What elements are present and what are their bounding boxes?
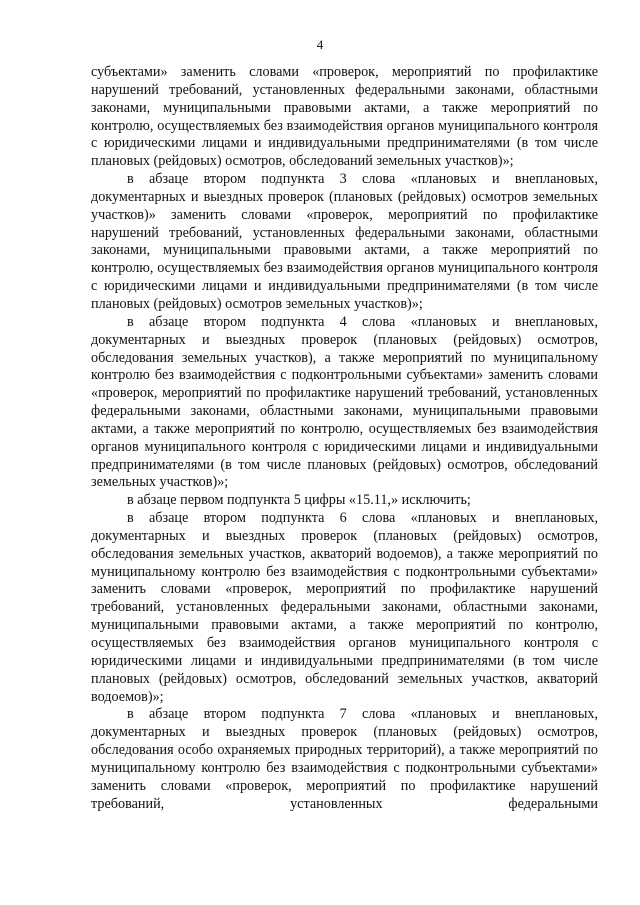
document-body [91, 64, 598, 813]
page-number: 4 [316, 37, 324, 52]
paragraph-subpoint-4: в абзаце втором подпункта 4 слова «плановых и внеплановых, документарных и выездных проверок (плановых (рейдовых) осмотров, обследования земельных участков), а также мероприятий по муниципальному контролю без взаимодействия с подконтрольными субъектами» заменить словами «проверок, мероприятий по профилактике нарушений требований, установленных федеральными законами, областными законами, муниципальными правовыми актами, а также мероприятий по контролю, осуществляемых без взаимодействия органов муниципального контроля с юридическими лицами и индивидуальными предпринимателями (в том числе плановых (рейдовых) осмотров, обследований земельных участков)»; [91, 313, 598, 491]
paragraph-continuation: субъектами» заменить словами «проверок, мероприятий по профилактике нарушений требований, установленных федеральными законами, областными законами, муниципальными правовыми актами, а также мероприятий по контролю, осуществляемых без взаимодействия органов муниципального контроля с юридическими лицами и индивидуальными предпринимателями (в том числе плановых (рейдовых) осмотров, обследований земельных участков)»; [91, 64, 598, 170]
paragraph-subpoint-6: в абзаце втором подпункта 6 слова «плановых и внеплановых, документарных и выездных проверок (плановых (рейдовых) осмотров, обследования земельных участков, акваторий водоемов), а также мероприятий по муниципальному контролю без взаимодействия с подконтрольными субъектами» заменить словами «проверок, мероприятий по профилактике нарушений требований, установленных федеральными законами, областными законами, муниципальными правовыми актами, а также мероприятий по контролю, осуществляемых без взаимодействия органов муниципального контроля с юридическими лицами и индивидуальными предпринимателями (в том числе плановых (рейдовых) осмотров, обследований земельных участков, акваторий водоемов)»; [91, 510, 598, 705]
paragraph-subpoint-3: в абзаце втором подпункта 3 слова «плановых и внеплановых, документарных и выездных проверок (плановых (рейдовых) осмотров земельных участков)» заменить словами «проверок, мероприятий по профилактике нарушений требований, установленных федеральными законами, областными законами, муниципальными правовыми актами, а также мероприятий по контролю, осуществляемых без взаимодействия органов муниципального контроля с юридическими лицами и индивидуальными предпринимателями (в том числе плановых (рейдовых) осмотров земельных участков)»; [91, 171, 598, 312]
paragraph-subpoint-7: в абзаце втором подпункта 7 слова «плановых и внеплановых, документарных и выездных проверок (плановых (рейдовых) осмотров, обследования особо охраняемых природных территорий), а также мероприятий по муниципальному контролю без взаимодействия с подконтрольными субъектами» заменить словами «проверок, мероприятий по профилактике нарушений требований, установленных федеральными [91, 706, 598, 812]
paragraph-subpoint-5: в абзаце первом подпункта 5 цифры «15.11,» исключить; [127, 492, 471, 509]
